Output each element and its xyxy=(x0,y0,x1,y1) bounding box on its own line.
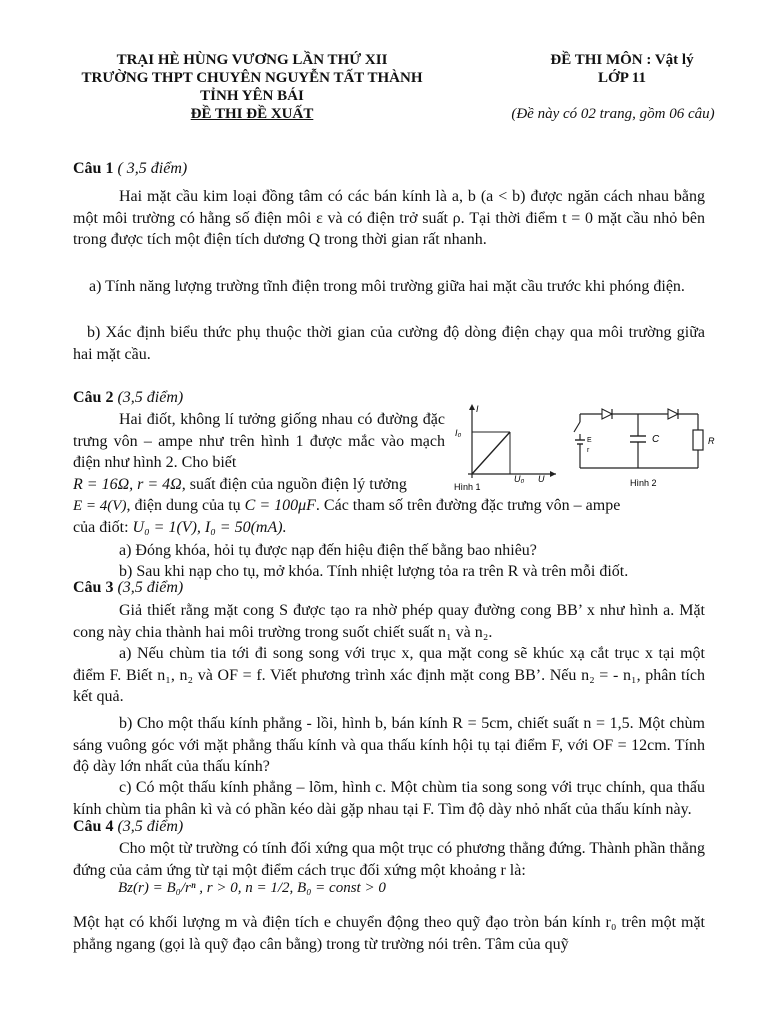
q1-body: Hai mặt cầu kim loại đồng tâm có các bán kính là a, b (a < b) được ngăn cách nhau bằng một môi trường có hằng số điện môi ε và có điện trở suất ρ. Tại thời điểm t = 0 mặt cầu nhỏ bên trong được tích một điện tích dương Q trong thời gian rất nhanh. xyxy=(73,188,705,248)
q3-part-a: a) Nếu chùm tia tới đi song song với trục x, qua mặt cong sẽ khúc xạ cắt trục x tại một điểm F. Biết n₁, n₂ và OF = f. Viết phương trình xác định mặt cong BB’. Nếu n₂ = - n₁, phân tích kết quả. xyxy=(73,645,705,705)
q4-points: (3,5 điểm) xyxy=(117,818,184,835)
figure-1-iv-characteristic xyxy=(452,400,560,492)
q4-formula: Bz(r) = B₀/rⁿ , r > 0, n = 1/2, B₀ = const > 0 xyxy=(118,880,386,896)
fig1-i0-label: I₀ xyxy=(455,428,462,438)
fig2-switch xyxy=(574,422,580,432)
q4-body: Cho một từ trường có tính đối xứng qua một trục có phương thẳng đứng. Thành phần thẳng đứng của cảm ứng từ tại một điểm cách trục đối xứng một khoảng r là: xyxy=(73,840,705,879)
fig2-diode-2 xyxy=(668,409,678,419)
q1-points: ( 3,5 điểm) xyxy=(117,160,188,177)
q3-body: Giả thiết rằng mặt cong S được tạo ra nhờ phép quay đường cong BB’ x như hình a. Mặt cong này chia thành hai môi trường trong suốt chiết suất n₁ và n₂. xyxy=(73,602,705,641)
q2-given-resistors: R = 16Ω, r = 4Ω, xyxy=(73,476,186,493)
fig2-c-label: C xyxy=(652,434,660,445)
q2-title-label: Câu 2 xyxy=(73,389,114,406)
q2-given-emf: E = 4(V) xyxy=(73,498,127,514)
fig1-u-axis-arrow xyxy=(550,471,556,477)
q3-title xyxy=(73,579,183,597)
q4-title xyxy=(73,818,183,836)
q2-diode-line xyxy=(73,517,705,539)
q2-diode-text: của điốt: xyxy=(73,519,129,536)
header-page-note: (Đề này có 02 trang, gồm 06 câu) xyxy=(511,106,715,122)
header-subject: ĐỀ THI MÔN : Vật lý xyxy=(550,52,694,68)
header-school-event: TRẠI HÈ HÙNG VƯƠNG LẦN THỨ XII xyxy=(116,52,388,68)
fig2-r-big-label: R xyxy=(708,436,715,446)
header-exam-type xyxy=(62,106,442,123)
header-school-name: TRƯỜNG THPT CHUYÊN NGUYỄN TẤT THÀNH xyxy=(81,70,423,86)
q1-title-label: Câu 1 xyxy=(73,160,114,177)
q3-title-label: Câu 3 xyxy=(73,579,114,596)
fig1-u0-label: U₀ xyxy=(514,474,525,484)
q2-part-a: a) Đóng khóa, hỏi tụ được nạp đến hiệu điện thế bằng bao nhiêu? xyxy=(119,542,537,559)
q2-given-resistors-line xyxy=(73,474,453,496)
header-province: TỈNH YÊN BÁI xyxy=(200,88,304,104)
fig1-caption: Hình 1 xyxy=(454,482,481,492)
q2-given-line xyxy=(73,495,705,518)
q4-body-2: Một hạt có khối lượng m và điện tích e chuyển động theo quỹ đạo tròn bán kính r₀ trên một mặt phẳng ngang (gọi là quỹ đạo cân bằng) trong từ trường nói trên. Tâm của quỹ xyxy=(73,914,705,953)
q1-part-b: b) Xác định biểu thức phụ thuộc thời gian của cường độ dòng điện chạy qua môi trường giữa hai mặt cầu. xyxy=(73,324,705,363)
q3-points: (3,5 điểm) xyxy=(117,579,184,596)
fig2-r-small-label: r xyxy=(587,447,590,454)
header-exam-type-text: ĐỀ THI ĐỀ XUẤT xyxy=(190,106,314,122)
q2-part-b: b) Sau khi nạp cho tụ, mở khóa. Tính nhiệt lượng tỏa ra trên R và trên mỗi điốt. xyxy=(119,563,629,580)
q2-given-cap: C = 100μF xyxy=(244,497,316,514)
q2-body: Hai điốt, không lí tưởng giống nhau có đường đặc trưng vôn – ampe như trên hình 1 được mắc vào mạch điện như hình 2. Cho biết xyxy=(73,411,445,471)
fig1-u-label: U xyxy=(538,474,545,484)
q2-given-cap-text: , điện dung của tụ xyxy=(126,497,241,514)
fig2-resistor xyxy=(693,430,703,450)
q2-diode-params: U₀ = 1(V), I₀ = 50(mA). xyxy=(132,519,287,536)
q1-part-a: a) Tính năng lượng trường tĩnh điện trong môi trường giữa hai mặt cầu trước khi phóng điện. xyxy=(89,278,685,295)
fig2-e-label: E xyxy=(587,437,592,444)
figure-2-circuit xyxy=(568,400,728,492)
q2-title xyxy=(73,389,183,407)
q1-title xyxy=(73,160,187,178)
header-grade: LỚP 11 xyxy=(598,70,646,86)
fig2-diode-1 xyxy=(602,409,612,419)
fig1-y-label: I xyxy=(476,404,479,414)
q4-title-label: Câu 4 xyxy=(73,818,114,835)
q2-given-tail: . Các tham số trên đường đặc trưng vôn – ampe xyxy=(315,497,621,514)
q3-part-c: c) Có một thấu kính phẳng – lõm, hình c. Một chùm tia song song với trục chính, qua thấu kính chùm tia phân kì và có phần kéo dài gặp nhau tại F. Tìm độ dày nhỏ nhất của thấu kính này. xyxy=(73,779,705,818)
fig1-i-axis-arrow xyxy=(469,404,475,410)
q2-points: (3,5 điểm) xyxy=(117,389,184,406)
fig2-caption: Hình 2 xyxy=(630,478,657,488)
fig1-characteristic-line xyxy=(472,432,510,474)
q2-given-emf-text: suất điện của nguồn điện lý tưởng xyxy=(189,476,407,493)
q3-part-b: b) Cho một thấu kính phẳng - lồi, hình b, bán kính R = 5cm, chiết suất n = 1,5. Một chùm sáng vuông góc với mặt phẳng thấu kính và qua thấu kính hội tụ tại điểm F, với OF = 12cm. Tính độ dày lớn nhất của thấu kính? xyxy=(73,715,705,775)
